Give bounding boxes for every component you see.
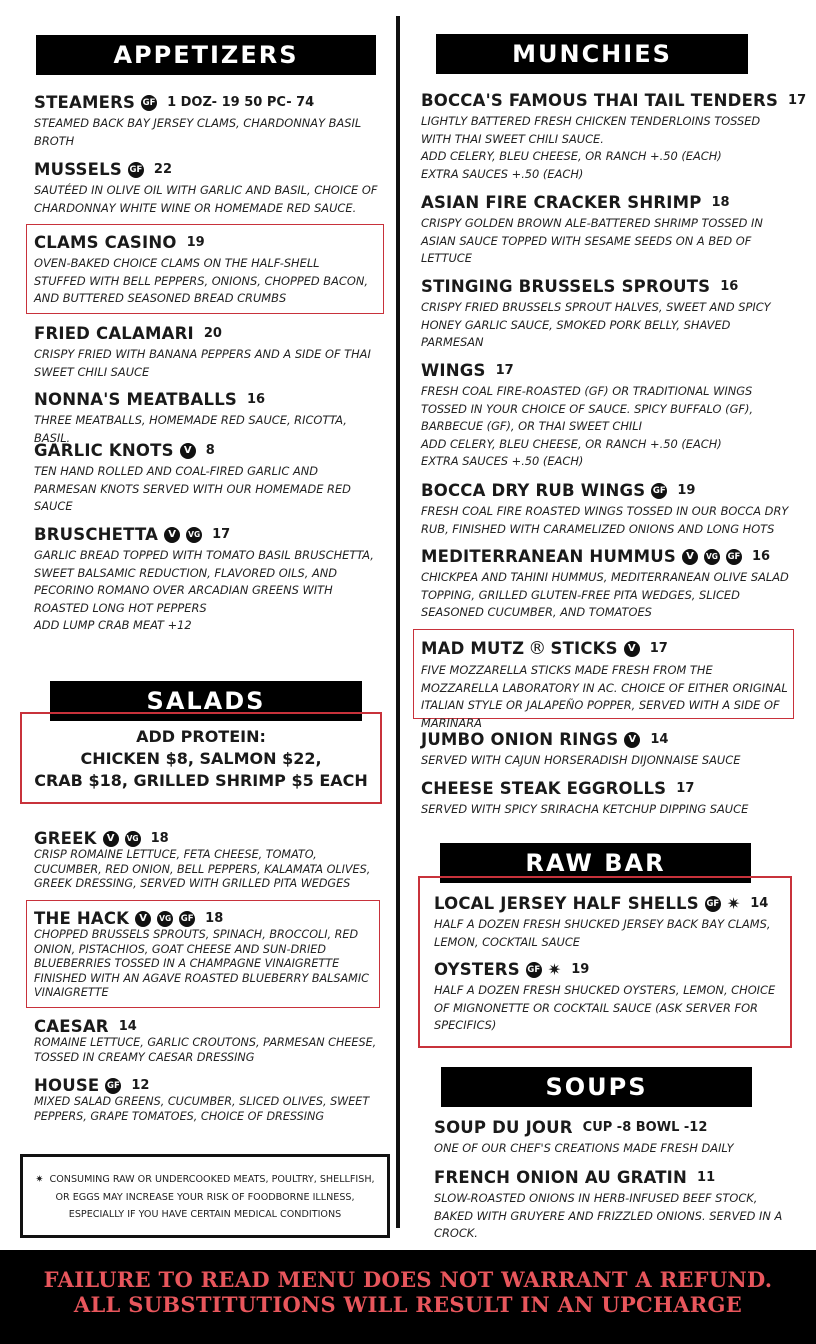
- item-name: FRENCH ONION AU GRATIN: [434, 1168, 688, 1187]
- item-name: CHEESE STEAK EGGROLLS: [421, 779, 667, 798]
- item-name: GREEK: [34, 829, 97, 848]
- item-price: CUP -8 BOWL -12: [582, 1120, 708, 1135]
- item-name: GARLIC KNOTS: [34, 441, 174, 460]
- vegetarian-icon: V: [180, 443, 196, 459]
- item-name: LOCAL JERSEY HALF SHELLS: [434, 894, 699, 913]
- footer-banner: [0, 1250, 816, 1344]
- item-price: 14: [118, 1019, 137, 1034]
- item-description: SERVED WITH CAJUN HORSERADISH DIJONNAISE SAUCE: [421, 753, 741, 767]
- item-name: SOUP DU JOUR: [434, 1118, 573, 1137]
- menu-item-cheese-steak-eggrolls: [421, 779, 793, 819]
- item-description: CHICKPEA AND TAHINI HUMMUS, MEDITERRANEAN OLIVE SALAD TOPPING, GRILLED GLUTEN-FREE PITA WEDGES, SLICED SEASONED CUCUMBER, AND TOMATOES: [421, 570, 789, 619]
- item-price: 16: [720, 279, 739, 294]
- item-addon: ADD CELERY, BLEU CHEESE, OR RANCH +.50 (EACH): [421, 149, 722, 163]
- item-price: 22: [153, 162, 173, 177]
- vegetarian-icon: V: [164, 527, 180, 543]
- registered-mark: ®: [528, 638, 547, 659]
- item-description: CRISPY FRIED WITH BANANA PEPPERS AND A SIDE OF THAI SWEET CHILI SAUCE: [34, 347, 371, 379]
- menu-item-mediterranean-hummus: [421, 547, 793, 622]
- menu-item-steamers: [34, 93, 384, 150]
- salads-banner: SALADS: [50, 681, 362, 721]
- menu-item-thai-tail-tenders: [421, 91, 807, 183]
- column-divider: [396, 16, 400, 1228]
- gluten-free-icon: GF: [105, 1078, 121, 1094]
- item-name: OYSTERS: [434, 960, 520, 979]
- item-name: BOCCA'S FAMOUS THAI TAIL TENDERS: [421, 91, 779, 110]
- menu-item-soup-du-jour: [434, 1118, 786, 1158]
- item-price: 20: [203, 326, 222, 341]
- item-description: SERVED WITH SPICY SRIRACHA KETCHUP DIPPING SAUCE: [421, 802, 749, 816]
- gluten-free-icon: GF: [179, 911, 195, 927]
- item-name: JUMBO ONION RINGS: [421, 730, 619, 749]
- item-description: THREE MEATBALLS, HOMEMADE RED SAUCE, RICOTTA, BASIL.: [34, 413, 347, 445]
- item-price: 17: [649, 641, 668, 656]
- raw-warning-star-icon: ✷: [726, 893, 741, 913]
- vegan-icon: VG: [704, 549, 720, 565]
- item-price: 8: [205, 443, 215, 458]
- item-price: 19: [186, 235, 205, 250]
- menu-item-fire-cracker-shrimp: [421, 193, 793, 268]
- item-name: WINGS: [421, 361, 486, 380]
- item-name: MAD MUTZ: [421, 639, 525, 658]
- item-description: FRESH COAL FIRE ROASTED WINGS TOSSED IN OUR BOCCA DRY RUB, FINISHED WITH CARAMELIZED ONIONS AND LONG HOTS: [421, 504, 789, 536]
- item-price: 19: [677, 483, 696, 498]
- vegan-icon: VG: [157, 911, 173, 927]
- item-price: 11: [697, 1170, 716, 1185]
- item-name: MEDITERRANEAN HUMMUS: [421, 547, 676, 566]
- menu-item-caesar: [34, 1017, 384, 1065]
- appetizers-banner: APPETIZERS: [36, 35, 376, 75]
- footer-substitution-notice: ALL SUBSTITUTIONS WILL RESULT IN AN UPCHARGE: [73, 1292, 743, 1317]
- item-price: 16: [247, 392, 266, 407]
- menu-item-french-onion: [434, 1168, 786, 1243]
- item-description: TEN HAND ROLLED AND COAL-FIRED GARLIC AND PARMESAN KNOTS SERVED WITH OUR HOMEMADE RED SAUCE: [34, 464, 351, 513]
- vegan-icon: VG: [186, 527, 202, 543]
- raw-warning-star-icon: ✷: [547, 959, 562, 979]
- item-price: 18: [205, 911, 224, 926]
- munchies-banner: MUNCHIES: [436, 34, 748, 74]
- item-price: 18: [711, 195, 730, 210]
- vegetarian-icon: V: [135, 911, 151, 927]
- item-description: STEAMED BACK BAY JERSEY CLAMS, CHARDONNAY BASIL BROTH: [34, 116, 362, 148]
- item-description: CRISP ROMAINE LETTUCE, FETA CHEESE, TOMATO, CUCUMBER, RED ONION, BELL PEPPERS, KALAMATA OLIVES, GREEK DRESSING, SERVED WITH GRILLED PITA WEDGES: [34, 848, 371, 890]
- item-price: 17: [212, 527, 231, 542]
- menu-item-mad-mutz-sticks: [421, 638, 789, 732]
- item-name-suffix: STICKS: [550, 639, 618, 658]
- vegetarian-icon: V: [682, 549, 698, 565]
- item-price: 18: [150, 831, 169, 846]
- raw-bar-banner: RAW BAR: [440, 843, 751, 883]
- item-price: 17: [788, 93, 807, 108]
- item-price: 14: [650, 732, 669, 747]
- gluten-free-icon: GF: [726, 549, 742, 565]
- item-description: GARLIC BREAD TOPPED WITH TOMATO BASIL BRUSCHETTA, SWEET BALSAMIC REDUCTION, FLAVORED OILS, AND PECORINO ROMANO OVER ARCADIAN GREENS WITH ROASTED LONG HOT PEPPERS: [34, 548, 374, 615]
- menu-item-jersey-half-shells: [434, 894, 786, 951]
- item-name: THE HACK: [34, 909, 130, 928]
- item-description: CRISPY FRIED BRUSSELS SPROUT HALVES, SWEET AND SPICY HONEY GARLIC SAUCE, SMOKED PORK BELLY, SHAVED PARMESAN: [421, 300, 771, 349]
- menu-item-house: [34, 1076, 384, 1124]
- gluten-free-icon: GF: [705, 896, 721, 912]
- menu-item-wings: [421, 361, 793, 471]
- vegetarian-icon: V: [624, 641, 640, 657]
- item-description: CRISPY GOLDEN BROWN ALE-BATTERED SHRIMP TOSSED IN ASIAN SAUCE TOPPED WITH SESAME SEEDS ON A BED OF LETTUCE: [421, 216, 763, 265]
- add-protein-box: [20, 712, 382, 804]
- item-addon: ADD LUMP CRAB MEAT +12: [34, 618, 192, 632]
- menu-item-mussels: [34, 160, 384, 217]
- item-name: HOUSE: [34, 1076, 100, 1095]
- menu-item-dry-rub-wings: [421, 481, 793, 538]
- menu-item-oysters: [434, 960, 786, 1035]
- item-name: STEAMERS: [34, 93, 136, 112]
- item-description: ROMAINE LETTUCE, GARLIC CROUTONS, PARMESAN CHEESE, TOSSED IN CREAMY CAESAR DRESSING: [34, 1036, 377, 1064]
- protein-line-1: CHICKEN $8, SALMON $22,: [80, 749, 322, 768]
- footer-refund-notice: FAILURE TO READ MENU DOES NOT WARRANT A REFUND.: [43, 1267, 773, 1292]
- item-name: BOCCA DRY RUB WINGS: [421, 481, 646, 500]
- item-name: ASIAN FIRE CRACKER SHRIMP: [421, 193, 702, 212]
- menu-item-clams-casino: [34, 233, 374, 308]
- item-description: ONE OF OUR CHEF'S CREATIONS MADE FRESH DAILY: [434, 1141, 734, 1155]
- item-description: FRESH COAL FIRE-ROASTED (GF) OR TRADITIONAL WINGS TOSSED IN YOUR CHOICE OF SAUCE. SPICY BUFFALO (GF), BARBECUE (GF), OR THAI SWEET CHILI: [421, 384, 754, 433]
- menu-item-jumbo-onion-rings: [421, 730, 793, 770]
- item-addon: ADD CELERY, BLEU CHEESE, OR RANCH +.50 (EACH): [421, 436, 722, 451]
- item-name: NONNA'S MEATBALLS: [34, 390, 237, 409]
- item-name: MUSSELS: [34, 160, 122, 179]
- menu-item-the-hack: [34, 909, 374, 1001]
- item-description: FIVE MOZZARELLA STICKS MADE FRESH FROM THE MOZZARELLA LABORATORY IN AC. CHOICE OF EITHER ORIGINAL ITALIAN STYLE OR JALAPEÑO POPPER, SERVED WITH A SIDE OF MARINARA: [421, 663, 788, 730]
- vegetarian-icon: V: [103, 831, 119, 847]
- item-price: 1 DOZ- 19 50 PC- 74: [167, 95, 315, 110]
- protein-line-2: CRAB $18, GRILLED SHRIMP $5 EACH: [34, 771, 368, 790]
- item-name: FRIED CALAMARI: [34, 324, 194, 343]
- item-description: LIGHTLY BATTERED FRESH CHICKEN TENDERLOINS TOSSED WITH THAI SWEET CHILI SAUCE.: [421, 114, 761, 146]
- gluten-free-icon: GF: [128, 162, 144, 178]
- item-description: SAUTÉED IN OLIVE OIL WITH GARLIC AND BASIL, CHOICE OF CHARDONNAY WHITE WINE OR HOMEMADE RED SAUCE.: [34, 183, 378, 215]
- item-name: CAESAR: [34, 1017, 109, 1036]
- item-name: BRUSCHETTA: [34, 525, 159, 544]
- vegan-icon: VG: [125, 831, 141, 847]
- item-description: HALF A DOZEN FRESH SHUCKED JERSEY BACK BAY CLAMS, LEMON, COCKTAIL SAUCE: [434, 917, 771, 949]
- menu-item-garlic-knots: [34, 441, 384, 516]
- item-description: HALF A DOZEN FRESH SHUCKED OYSTERS, LEMON, CHOICE OF MIGNONETTE OR COCKTAIL SAUCE (ASK SERVER FOR SPECIFICS): [434, 983, 776, 1032]
- gluten-free-icon: GF: [651, 483, 667, 499]
- item-description: SLOW-ROASTED ONIONS IN HERB-INFUSED BEEF STOCK, BAKED WITH GRUYERE AND FRIZZLED ONIONS. SERVED IN A CROCK.: [434, 1191, 783, 1240]
- item-price: 19: [571, 962, 590, 977]
- item-addon: EXTRA SAUCES +.50 (EACH): [421, 166, 584, 181]
- gluten-free-icon: GF: [141, 95, 157, 111]
- vegetarian-icon: V: [624, 732, 640, 748]
- menu-item-fried-calamari: [34, 324, 384, 381]
- raw-food-warning-box: [20, 1154, 390, 1238]
- menu-item-nonnas-meatballs: [34, 390, 384, 447]
- item-name: STINGING BRUSSELS SPROUTS: [421, 277, 711, 296]
- item-price: 17: [495, 363, 514, 378]
- item-price: 16: [751, 549, 771, 564]
- soups-banner: SOUPS: [441, 1067, 752, 1107]
- item-name: CLAMS CASINO: [34, 233, 177, 252]
- item-description: OVEN-BAKED CHOICE CLAMS ON THE HALF-SHELL STUFFED WITH BELL PEPPERS, ONIONS, CHOPPED BACON, AND BUTTERED SEASONED BREAD CRUMBS: [34, 256, 368, 305]
- item-description: MIXED SALAD GREENS, CUCUMBER, SLICED OLIVES, SWEET PEPPERS, GRAPE TOMATOES, CHOICE OF DRESSING: [34, 1095, 370, 1123]
- item-addon: EXTRA SAUCES +.50 (EACH): [421, 454, 584, 468]
- item-description: CHOPPED BRUSSELS SPROUTS, SPINACH, BROCCOLI, RED ONION, PISTACHIOS, GOAT CHEESE AND SUN-DRIED BLUEBERRIES TOSSED IN A CHAMPAGNE VINAIGRETTE FINISHED WITH AN AGAVE ROASTED BLUEBERRY BALSAMIC VINAIGRETTE: [34, 928, 369, 999]
- item-price: 14: [750, 896, 769, 911]
- item-price: 12: [131, 1078, 150, 1093]
- item-price: 17: [676, 781, 695, 796]
- menu-item-greek: [34, 829, 384, 892]
- protein-heading: ADD PROTEIN:: [136, 727, 266, 746]
- raw-warning-star-icon: ✷: [35, 1174, 44, 1185]
- gluten-free-icon: GF: [526, 962, 542, 978]
- menu-item-brussels-sprouts: [421, 277, 793, 352]
- menu-item-bruschetta: [34, 525, 384, 635]
- raw-warning-text: CONSUMING RAW OR UNDERCOOKED MEATS, POULTRY, SHELLFISH, OR EGGS MAY INCREASE YOUR RISK OF FOODBORNE ILLNESS, ESPECIALLY IF YOU HAVE CERTAIN MEDICAL CONDITIONS: [49, 1174, 375, 1220]
